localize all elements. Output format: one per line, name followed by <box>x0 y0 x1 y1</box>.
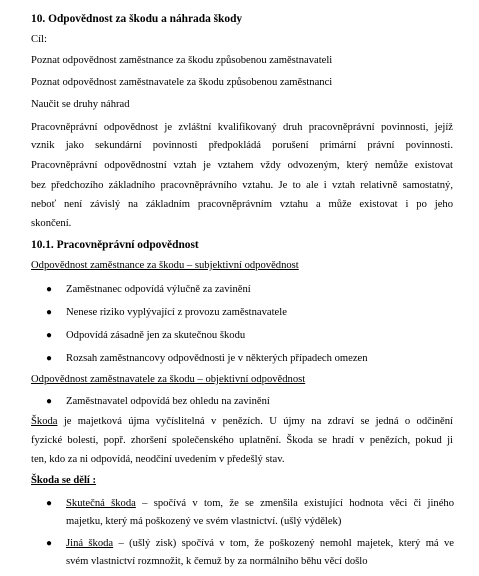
skoda-term: Škoda <box>31 416 58 427</box>
list-item: Nenese riziko vyplývající z provozu zaměstnavatele <box>66 307 287 318</box>
paragraph-line <box>31 415 453 429</box>
bullet-icon: ● <box>46 396 53 407</box>
list-item: Odpovídá zásadně jen za skutečnou škodu <box>66 330 246 341</box>
skoda-division-heading: Škoda se dělí : <box>31 475 97 486</box>
list-item: Rozsah zaměstnancovy odpovědnosti je v některých případech omezen <box>66 353 368 364</box>
section-10-heading: 10. Odpovědnost za škodu a náhrada škody <box>31 13 243 25</box>
bullet-icon: ● <box>46 353 53 364</box>
paragraph-line: Pracovněprávní odpovědnostní vztah je vztahem vždy odvozeným, který nemůže existovat <box>31 160 453 171</box>
list-item <box>66 537 454 551</box>
paragraph-line: Pracovněprávní odpovědnost je zvláštní kvalifikovaný druh pracovněprávní povinnosti, jejíž <box>31 122 453 133</box>
bullet-icon: ● <box>46 307 53 318</box>
paragraph-line: skončení. <box>31 218 72 229</box>
goal-item: Poznat odpovědnost zaměstnavatele za škodu způsobenou zaměstnanci <box>31 77 333 88</box>
paragraph-line: bez předchozího základního pracovněprávního vztahu. Je to ale i vztah relativně samostatný, <box>31 180 453 191</box>
list-item-continuation: majetku, který má poškozený ve svém vlastnictví. (ušlý výdělek) <box>66 516 342 527</box>
bullet-icon: ● <box>46 330 53 341</box>
paragraph-line: vznik jako sekundární povinnosti předpokládá porušení primární právní povinnosti. <box>31 140 453 151</box>
employer-liability-title: Odpovědnost zaměstnavatele za škodu – objektivní odpovědnost <box>31 374 306 385</box>
list-item: Zaměstnanec odpovídá výlučně za zavinění <box>66 284 251 295</box>
type-term: Skutečná škoda <box>66 498 136 509</box>
goal-item: Poznat odpovědnost zaměstnance za škodu způsobenou zaměstnavateli <box>31 55 333 66</box>
type-text: – spočívá v tom, že se zmenšila existující hodnota věci či jiného <box>135 498 454 509</box>
list-item-continuation: svém vlastnictví rozmnožit, k čemuž by za normálního běhu věcí došlo <box>66 556 368 567</box>
section-10-1-heading: 10.1. Pracovněprávní odpovědnost <box>31 239 199 251</box>
employee-liability-title: Odpovědnost zaměstnance za škodu – subjektivní odpovědnost <box>31 260 299 271</box>
goal-item: Naučit se druhy náhrad <box>31 99 130 110</box>
type-text: – (ušlý zisk) spočívá v tom, že poškozený nemohl majetek, který má ve <box>113 538 454 549</box>
paragraph-line: fyzické bolesti, popř. zhoršení společenského uplatnění. Škoda se hradí v penězích, pokud ji <box>31 435 453 446</box>
skoda-text: je majetková újma vyčíslitelná v penězích. U újmy na zdraví se jedná o odčinění <box>57 416 453 427</box>
type-term: Jiná škoda <box>66 538 114 549</box>
paragraph-line: neboť není závislý na základním pracovněprávním vztahu a může existovat i po jeho <box>31 199 453 210</box>
bullet-icon: ● <box>46 538 53 549</box>
list-item: Zaměstnavatel odpovídá bez ohledu na zavinění <box>66 396 270 407</box>
paragraph-line: ten, kdo za ni odpovídá, neodčiní uvedením v předešlý stav. <box>31 454 285 465</box>
list-item <box>66 497 454 511</box>
bullet-icon: ● <box>46 498 53 509</box>
bullet-icon: ● <box>46 284 53 295</box>
goal-label: Cíl: <box>31 34 47 45</box>
